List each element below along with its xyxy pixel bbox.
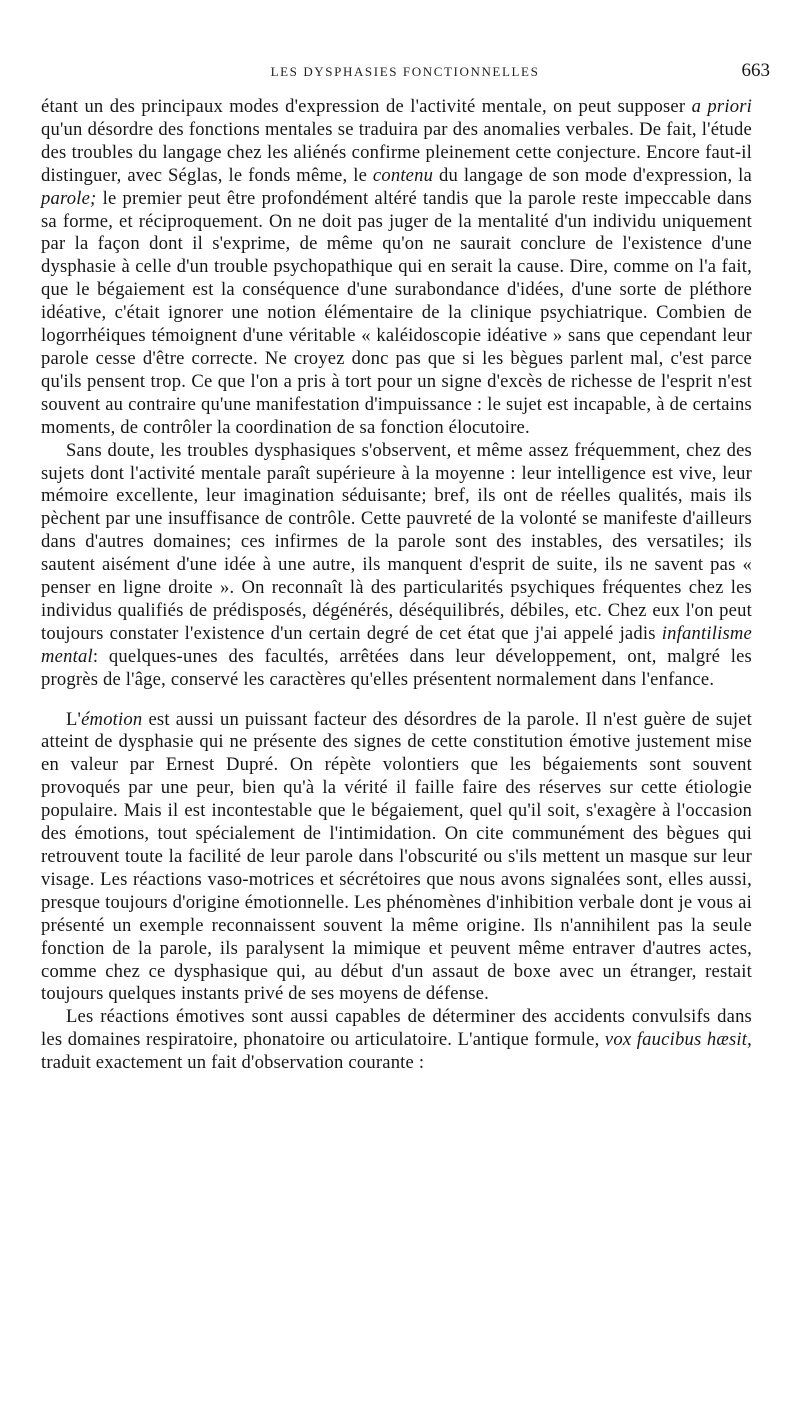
- italic-contenu: contenu: [372, 164, 434, 186]
- running-title: LES DYSPHASIES FONCTIONNELLES: [270, 64, 540, 79]
- paragraph-2: [41, 440, 752, 692]
- paragraph-4: [41, 1006, 752, 1075]
- paragraph-3: [41, 709, 752, 1007]
- paragraph-1: [41, 96, 752, 440]
- text-run: L': [66, 708, 82, 730]
- text-run: qu'un désordre des fonctions mentales se traduira par des anomalies verbales. De fait, l'étude des troubles du langage chez les aliénés confirme pleinement cette conjecture. Encore faut-il distinguer, avec Séglas, le fonds même, le: [41, 118, 752, 186]
- italic-emotion: émotion: [81, 708, 143, 730]
- text-run: : quelques-unes des facultés, arrêtées dans leur développement, ont, malgré les progrès de l'âge, conservé les caractères qu'elles présentent normalement dans l'enfance.: [41, 645, 752, 690]
- italic-parole: parole;: [41, 187, 97, 209]
- text-run: étant un des principaux modes d'expression de l'activité mentale, on peut supposer: [41, 96, 692, 117]
- text-run: du langage de son mode d'expression, la: [433, 164, 752, 186]
- italic-vox-faucibus-haesit: vox faucibus hæsit: [604, 1029, 748, 1051]
- text-run: Sans doute, les troubles dysphasiques s'observent, et même assez fréquemment, chez des sujets dont l'activité mentale paraît supérieure à la moyenne : leur intelligence est vive, leur mémoire excellente, leur imagination séduisante; bref, ils ont de réelles qualités, mais ils pèchent par une insuffisance de contrôle. Cette pauvreté de la volonté se manifeste d'ailleurs dans d'autres domaines; ces infirmes de la parole sont des instables, des versatiles; ils sautent aisément d'une idée à une autre, ils manquent d'esprit de suite, ils ne savent pas « penser en ligne droite ». On reconnaît là des particularités psychiques fréquentes chez les individus qualifiés de prédisposés, dégénérés, déséquilibrés, débiles, etc. Chez eux l'on peut toujours constater l'existence d'un certain degré de cet état que j'ai appelé jadis: [41, 439, 752, 644]
- body-text: [41, 96, 752, 1075]
- running-header: [40, 60, 770, 84]
- italic-infantilisme-mental: infantilisme mental: [41, 622, 752, 667]
- text-run: , traduit exactement un fait d'observation courante :: [41, 1029, 752, 1074]
- text-run: le premier peut être profondément altéré tandis que la parole reste impeccable dans sa forme, et réciproquement. On ne doit pas juger de la mentalité d'un individu uniquement par la façon dont il s'exprime, de même qu'on ne saurait conclure de l'existence d'une dysphasie à celle d'un trouble psychopathique qui en serait la cause. Dire, comme on l'a fait, que le bégaiement est la conséquence d'une surabondance d'idées, d'une sorte de pléthore idéative, c'était ignorer une notion élémentaire de la clinique psychiatrique. Combien de logorrhéiques témoignent d'une véritable « kaléidoscopie idéative » sans que cependant leur parole cesse d'être correcte. Ne croyez donc pas que si les bègues parlent mal, c'est parce qu'ils pensent trop. Ce que l'on a pris à tort pour un signe d'excès de richesse de l'esprit n'est souvent au contraire qu'une manifestation d'impuissance : le sujet est incapable, à de certains moments, de contrôler la coordination de sa fonction élocutoire.: [41, 187, 752, 438]
- page-number: 663: [741, 60, 770, 81]
- text-run: est aussi un puissant facteur des désordres de la parole. Il n'est guère de sujet atteint de dysphasie qui ne présente des signes de cette constitution émotive justement mise en valeur par Ernest Dupré. On répète volontiers que les bégaiements sont souvent provoqués par une peur, bien qu'à la vérité il faille faire des réserves sur cette étiologie populaire. Mais il est incontestable que le bégaiement, quel qu'il soit, s'exagère à l'occasion des émotions, tout spécialement de l'intimidation. On cite communément des bègues qui retrouvent toute la facilité de leur parole dans l'obscurité ou s'ils mettent un masque sur leur visage. Les réactions vaso-motrices et sécrétoires que nous avons signalées sont, elles aussi, presque toujours d'origine émotionnelle. Les phénomènes d'inhibition verbale dont je vous ai présenté un exemple reconnaissent souvent la même origine. Ils n'annihilent pas la seule fonction de la parole, ils paralysent la mimique et peuvent même entraver d'autres actes, comme chez ce dysphasique qui, au début d'un assaut de boxe avec un étranger, restait toujours quelques instants privé de ses moyens de défense.: [41, 708, 752, 1005]
- italic-a-priori: a priori: [691, 96, 752, 117]
- text-run: Les réactions émotives sont aussi capables de déterminer des accidents convulsifs dans les domaines respiratoire, phonatoire ou articulatoire. L'antique formule,: [41, 1006, 752, 1051]
